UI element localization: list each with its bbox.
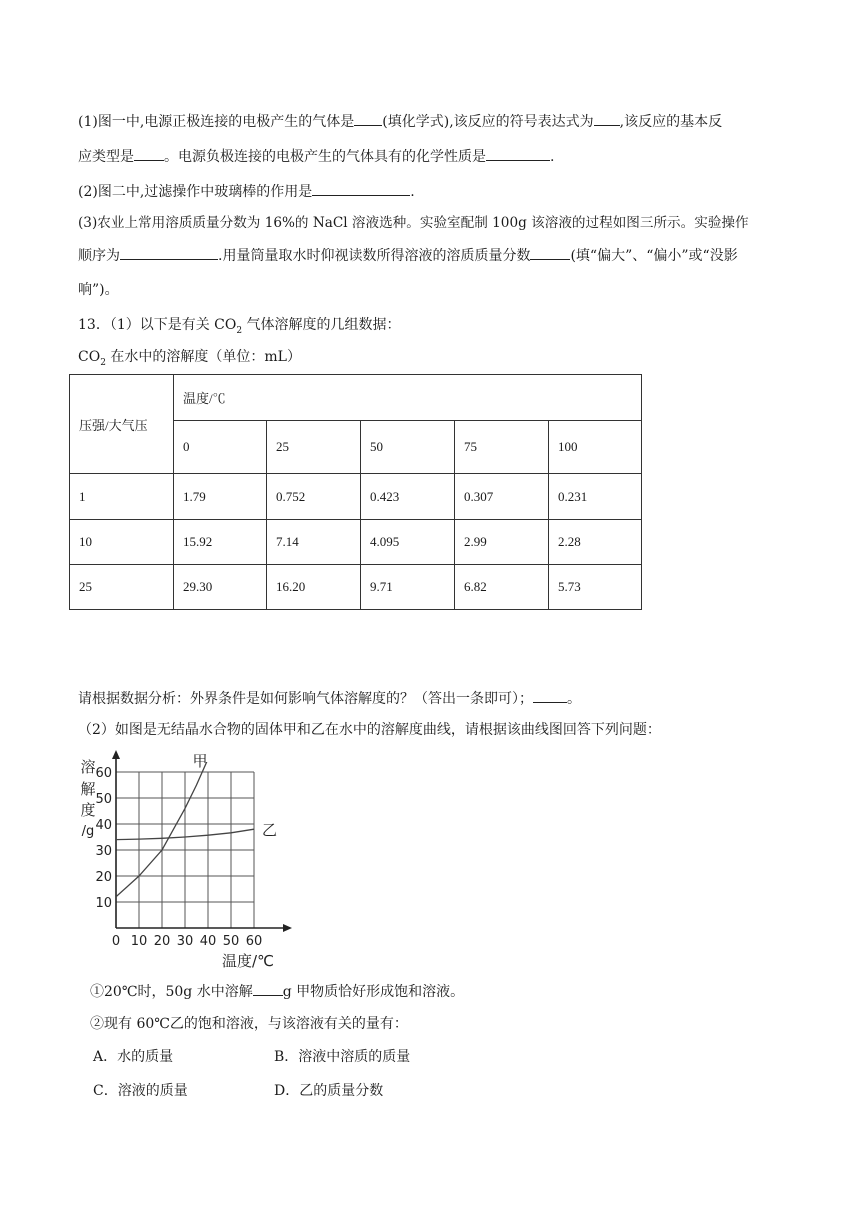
x-tick-label: 60 bbox=[245, 934, 263, 949]
y-tick-label: 10 bbox=[95, 896, 112, 911]
x-axis-label: 温度/℃ bbox=[222, 952, 274, 970]
y-axis-label: 溶 bbox=[80, 758, 96, 776]
table-row bbox=[70, 565, 642, 610]
sub-question-1 bbox=[90, 981, 464, 1002]
group-header-cell: 温度/℃ bbox=[174, 375, 642, 421]
value-cell: 5.73 bbox=[549, 565, 642, 610]
temp-header-cell: 0 bbox=[174, 421, 267, 474]
value-cell: 16.20 bbox=[267, 565, 361, 610]
q12-p1-text-c: ,该反应的基本反 bbox=[619, 114, 723, 130]
temp-header-cell: 50 bbox=[361, 421, 455, 474]
part2-text: （2）如图是无结晶水合物的固体甲和乙在水中的溶解度曲线，请根据该曲线图回答下列问题： bbox=[78, 722, 661, 738]
value-cell: 7.14 bbox=[267, 520, 361, 565]
pressure-cell: 10 bbox=[70, 520, 174, 565]
q12-p3-text-b: 顺序为 bbox=[78, 248, 120, 264]
value-cell: 15.92 bbox=[174, 520, 267, 565]
option-a[interactable]: A．水的质量 bbox=[93, 1049, 174, 1065]
caption-text-b: 在水中的溶解度（单位：mL） bbox=[105, 349, 301, 365]
option-b[interactable]: B．溶液中溶质的质量 bbox=[274, 1049, 411, 1065]
answer-blank[interactable] bbox=[530, 245, 570, 260]
answer-blank[interactable] bbox=[486, 146, 550, 161]
caption-text-a: CO bbox=[78, 349, 101, 365]
value-cell: 2.99 bbox=[455, 520, 549, 565]
value-cell: 0.423 bbox=[361, 474, 455, 520]
pressure-cell: 25 bbox=[70, 565, 174, 610]
chart-grid bbox=[116, 772, 254, 928]
q12-p3-text-d: (填“偏大”、“偏小”或“没影 bbox=[570, 248, 738, 264]
value-cell: 0.307 bbox=[455, 474, 549, 520]
answer-blank[interactable] bbox=[134, 146, 164, 161]
temp-header-cell: 75 bbox=[455, 421, 549, 474]
answer-blank[interactable] bbox=[533, 688, 567, 703]
answer-blank[interactable] bbox=[120, 245, 218, 260]
value-cell: 9.71 bbox=[361, 565, 455, 610]
y-axis-arrow bbox=[112, 750, 120, 759]
q12-part2-line bbox=[78, 181, 415, 202]
option-c[interactable]: C．溶液的质量 bbox=[93, 1083, 188, 1099]
table-row bbox=[70, 520, 642, 565]
y-tick-label: 50 bbox=[95, 792, 112, 807]
q12-part1-line1 bbox=[78, 111, 722, 132]
series-label-yi: 乙 bbox=[262, 821, 278, 840]
temp-header-cell: 25 bbox=[267, 421, 361, 474]
pressure-cell: 1 bbox=[70, 474, 174, 520]
solubility-chart bbox=[76, 748, 306, 972]
y-axis-label: 解 bbox=[80, 780, 96, 798]
value-cell: 1.79 bbox=[174, 474, 267, 520]
y-tick-label: 20 bbox=[95, 870, 112, 885]
y-tick-label: 30 bbox=[95, 844, 112, 859]
answer-blank[interactable] bbox=[594, 111, 620, 126]
analysis-text: 请根据数据分析：外界条件是如何影响气体溶解度的？（答出一条即可）； bbox=[78, 691, 533, 707]
sub1-text-b: g 甲物质恰好形成饱和溶液。 bbox=[282, 984, 465, 1000]
chart-labels bbox=[80, 752, 277, 970]
q12-p1-text-b: (填化学式),该反应的符号表达式为 bbox=[382, 114, 594, 130]
analysis-question bbox=[78, 688, 581, 709]
part2-intro bbox=[78, 720, 661, 740]
q12-part1-line2 bbox=[78, 146, 554, 167]
table-caption bbox=[78, 347, 301, 373]
x-axis-arrow bbox=[283, 924, 292, 932]
q12-p3-text-a: (3)农业上常用溶质质量分数为 16%的 NaCl 溶液选种。实验室配制 100g 该溶液的过程如图三所示。实验操作 bbox=[78, 215, 749, 231]
q12-p1-text-f: . bbox=[550, 149, 555, 165]
q12-p3-text-e: 响”)。 bbox=[78, 282, 119, 298]
q13-intro-text-b: 气体溶解度的几组数据： bbox=[242, 317, 401, 333]
q12-part3-line1 bbox=[78, 213, 749, 233]
answer-blank[interactable] bbox=[312, 181, 410, 196]
answer-blank[interactable] bbox=[354, 111, 382, 126]
answer-blank[interactable] bbox=[253, 981, 283, 996]
q13-intro-subscript: 2 bbox=[236, 325, 243, 336]
x-tick-label: 0 bbox=[111, 934, 121, 949]
value-cell: 4.095 bbox=[361, 520, 455, 565]
x-tick-label: 50 bbox=[222, 934, 240, 949]
q12-part3-line2 bbox=[78, 245, 738, 266]
x-tick-label: 10 bbox=[130, 934, 148, 949]
temp-header-cell: 100 bbox=[549, 421, 642, 474]
x-tick-label: 30 bbox=[176, 934, 194, 949]
q12-p2-text-b: . bbox=[410, 184, 415, 200]
q12-p1-text-a: (1)图一中,电源正极连接的电极产生的气体是 bbox=[78, 114, 355, 130]
q12-p2-text-a: (2)图二中,过滤操作中玻璃棒的作用是 bbox=[78, 184, 313, 200]
q12-p3-text-c: .用量筒量取水时仰视读数所得溶液的溶质质量分数 bbox=[218, 248, 531, 264]
value-cell: 0.231 bbox=[549, 474, 642, 520]
caption-subscript: 2 bbox=[100, 357, 106, 368]
sub-question-2 bbox=[90, 1014, 408, 1034]
solubility-table bbox=[69, 374, 642, 610]
analysis-end: 。 bbox=[567, 691, 581, 707]
x-tick-label: 20 bbox=[153, 934, 171, 949]
q12-p1-text-d: 应类型是 bbox=[78, 149, 134, 165]
q12-part3-line3 bbox=[78, 280, 119, 300]
y-axis-label: 度 bbox=[80, 801, 96, 819]
y-tick-label: 40 bbox=[95, 818, 112, 833]
value-cell: 29.30 bbox=[174, 565, 267, 610]
y-tick-label: 60 bbox=[95, 766, 112, 781]
series-label-jia: 甲 bbox=[192, 752, 208, 770]
value-cell: 6.82 bbox=[455, 565, 549, 610]
sub1-text-a: ①20℃时，50g 水中溶解 bbox=[90, 984, 253, 1000]
x-tick-label: 40 bbox=[199, 934, 217, 949]
option-d[interactable]: D．乙的质量分数 bbox=[274, 1083, 384, 1099]
q12-p1-text-e: 。电源负极连接的电极产生的气体具有的化学性质是 bbox=[164, 149, 486, 165]
y-axis-label: /g bbox=[81, 824, 95, 839]
q13-intro-text-a: 13．（1）以下是有关 CO bbox=[78, 317, 237, 333]
value-cell: 0.752 bbox=[267, 474, 361, 520]
row-header-cell: 压强/大气压 bbox=[70, 375, 174, 474]
sub2-text: ②现有 60℃乙的饱和溶液，与该溶液有关的量有： bbox=[90, 1016, 408, 1032]
table-row bbox=[70, 474, 642, 520]
q13-intro bbox=[78, 315, 401, 341]
value-cell: 2.28 bbox=[549, 520, 642, 565]
